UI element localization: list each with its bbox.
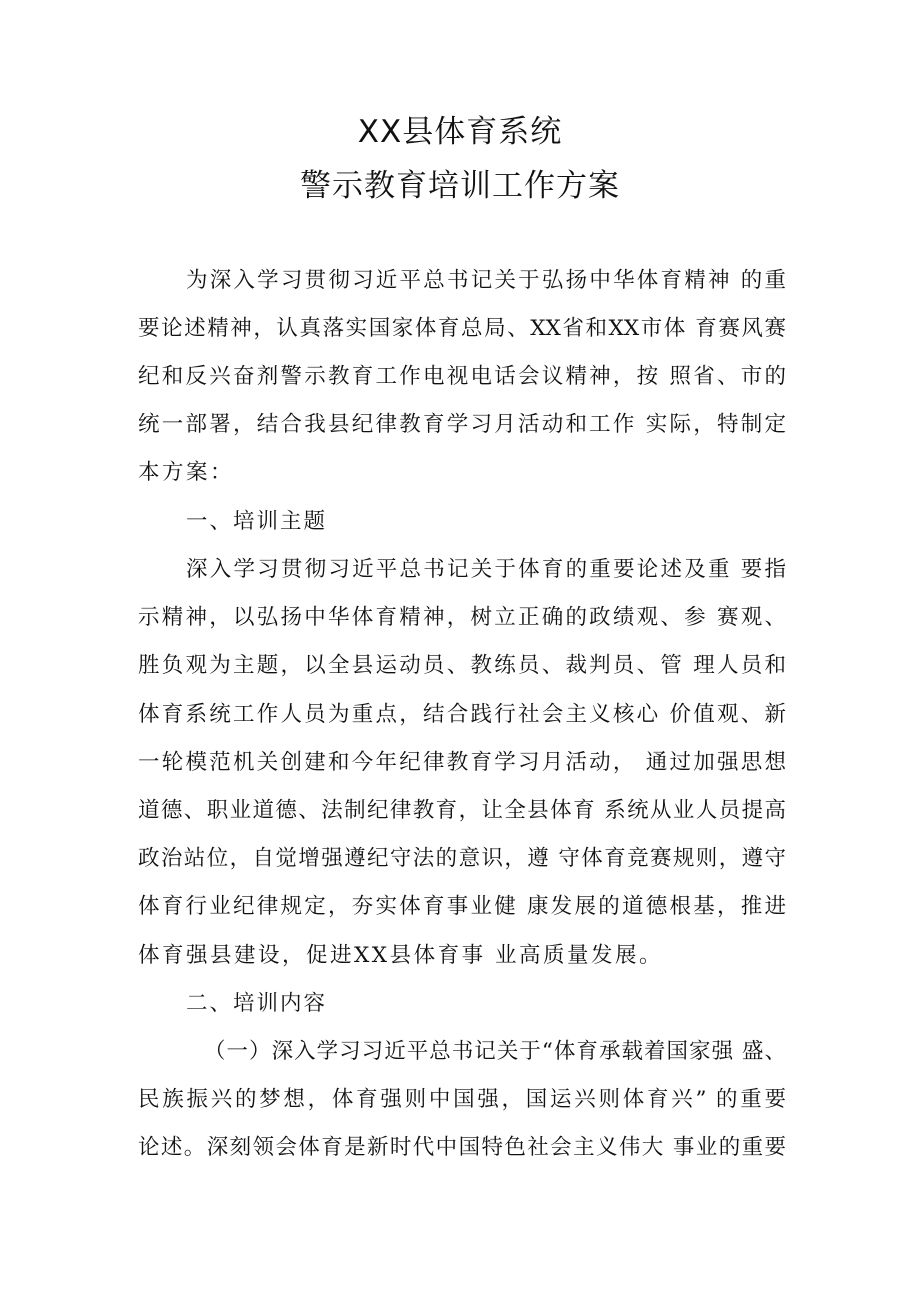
section-2-line-1: （一）深入学习习近平总书记关于“体育承载着国家强 盛、 [204,1039,786,1064]
intro-line-2: 要论述精神，认真落实国家体育总局、XX省和XX市体 育赛风赛 [138,316,786,341]
section-1-line-8: 体育行业纪律规定，夯实体育事业健 康发展的道德根基，推进 [138,894,786,919]
section-2-heading: 二、培训内容 [186,991,328,1016]
section-1-line-2: 示精神，以弘扬中华体育精神，树立正确的政绩观、参 赛观、 [138,605,786,630]
section-1-line-1: 深入学习贯彻习近平总书记关于体育的重要论述及重 要指 [186,557,786,582]
section-1-line-7: 政治站位，自觉增强遵纪守法的意识，遵 守体育竞赛规则，遵守 [138,846,786,871]
section-1-line-4: 体育系统工作人员为重点，结合践行社会主义核心 价值观、新 [138,702,786,727]
intro-line-1: 为深入学习贯彻习近平总书记关于弘扬中华体育精神 的重 [186,268,786,293]
intro-line-5: 本方案： [138,460,235,485]
document-title-line-1: XX县体育系统 [357,114,563,150]
section-1-line-6: 道德、职业道德、法制纪律教育，让全县体育 系统从业人员提高 [138,798,786,823]
section-1-line-5: 一轮模范机关创建和今年纪律教育学习月活动， 通过加强思想 [138,750,786,775]
section-2-line-2: 民族振兴的梦想，体育强则中国强，国运兴则体育兴” 的重要 [138,1087,786,1112]
intro-line-3: 纪和反兴奋剂警示教育工作电视电话会议精神，按 照省、市的 [138,364,786,389]
intro-line-4: 统一部署，结合我县纪律教育学习月活动和工作 实际，特制定 [138,412,786,437]
section-1-heading: 一、培训主题 [186,509,328,534]
document-title-line-2: 警示教育培训工作方案 [300,168,620,204]
section-2-line-3: 论述。深刻领会体育是新时代中国特色社会主义伟大 事业的重要 [138,1135,786,1160]
section-1-line-3: 胜负观为主题，以全县运动员、教练员、裁判员、管 理人员和 [138,653,786,678]
section-1-line-9: 体育强县建设，促进XX县体育事 业高质量发展。 [138,943,663,968]
